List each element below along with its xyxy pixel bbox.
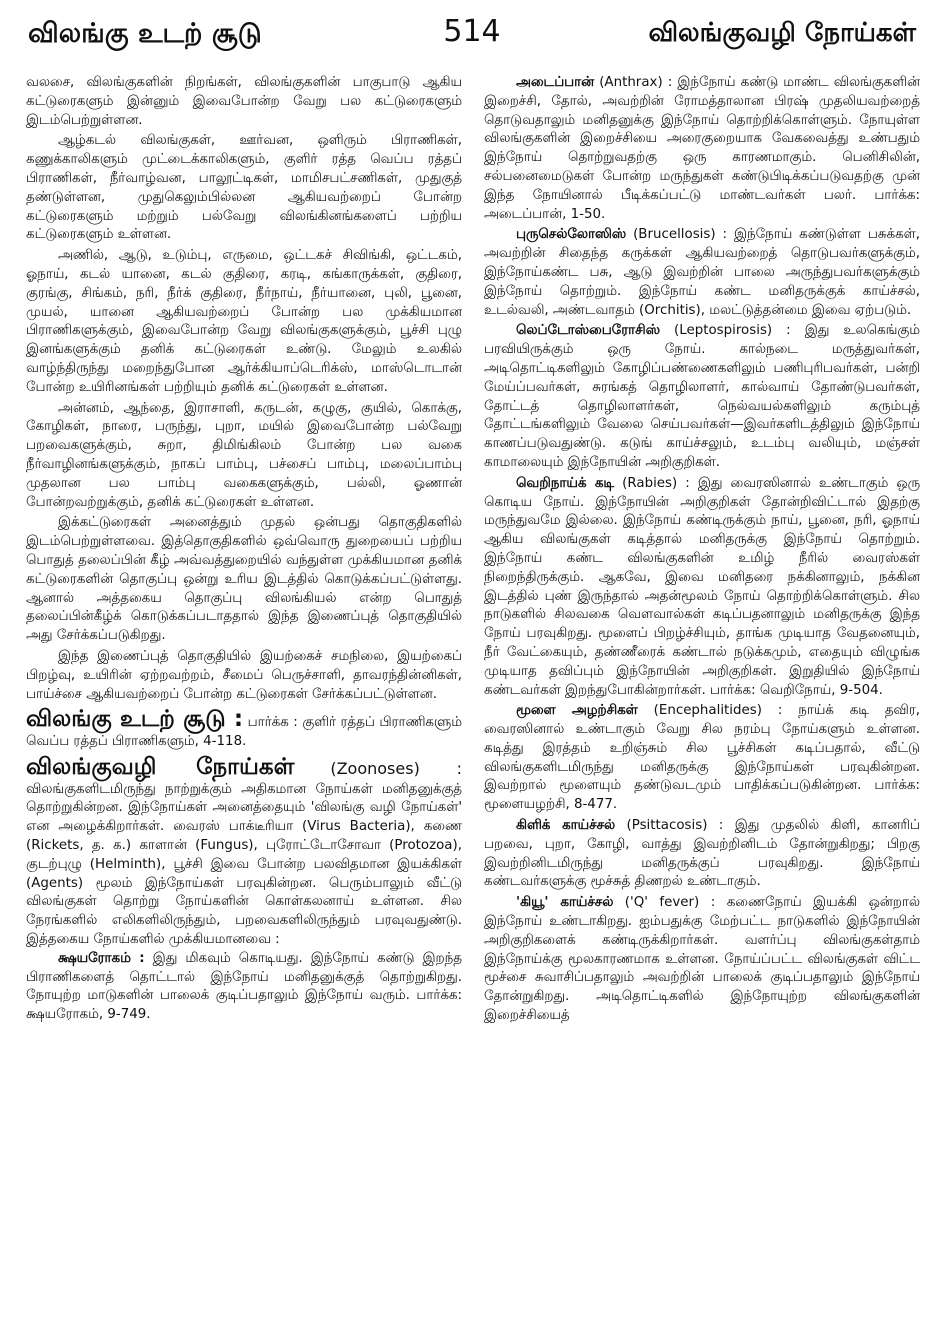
entry-animal-body-heat [26,706,462,752]
entry-title: விலங்குவழி நோய்கள் [26,753,295,780]
subentry-text: கணைநோய் இயக்கி ஒன்றால் இந்நோய் உண்டாகிறது. ஐம்பதுக்கு மேற்பட்ட நாடுகளில் இந்நோயின் அறிகுறிகளைக் கண்டிருக்கிறார்கள். வளர்ப்பு விலங்குகள்தாம் இந்நோய்க்கு மூலகாரணமாக உள்ளன. நோய்ப்பட்ட விலங்குகள் விட்ட மூச்சை சுவாசிப்பதாலும் அவற்றின் பாலைக் குடிப்பதாலும் இந்நோய் தோன்றுகிறது. அடிதொட்டிகளில் இந்நோயுற்ற விலங்குகளின் இறைச்சியைத் [484,895,920,1024]
subentry-term-english: (Anthrax) : [599,75,673,90]
subentry-brucellosis [484,226,920,320]
subentry-q-fever [484,894,920,1026]
subentry-term-english: (Encephalitides) : [653,703,783,719]
running-head-left: விலங்கு உடற் சூடு [28,18,262,49]
subentry-text: இது முதலில் கிளி, கானரிப் பறவை, புறா, கோழி, வாத்து இவற்றினிடம் தோன்றுகிறது; பிறகு இவற்றினிடமிருந்து மனிதருக்குப் பரவுகிறது. இந்நோய் கண்டவர்களுக்கு மூச்சுத் திணறல் உண்டாகும். [484,818,920,890]
subentry-term: லெப்டோஸ்பைரோசிஸ் [516,323,660,339]
entry-title-english: (Zoonoses) : [330,758,462,778]
subentry-encephalitides [484,702,920,815]
subentry-term-english: (Leptospirosis) : [674,323,791,339]
subentry-term: 'கியூ' காய்ச்சல் [516,895,614,911]
subentry-term: புருசெல்லோஸிஸ் [516,227,627,243]
subentry-leptospirosis [484,322,920,472]
subentry-anthrax [484,74,920,224]
subentry-rabies [484,475,920,701]
paragraph: அன்னம், ஆந்தை, இராசாளி, கருடன், கழுகு, குயில், கொக்கு, கோழிகள், நாரை, பருந்து, புறா, மயில் இவைபோன்ற பல்வேறு பறவைகளுக்கும், சுறா, திமிங்கிலம் போன்ற பல வகை நீர்வாழினங்களுக்கும், நாகப் பாம்பு, பச்சைப் பாம்பு, மலைப்பாம்பு முதலான பல பாம்பு வகைகளுக்கும், பல்லி, ஓணான் போன்றவற்றுக்கும், தனிக் கட்டுரைகள் உள்ளன. [26,400,462,510]
running-head-right: விலங்குவழி நோய்கள் [648,18,916,48]
paragraph: அணில், ஆடு, உடும்பு, எருமை, ஒட்டகச் சிவிங்கி, ஒட்டகம், ஓநாய், கடல் யானை, கடல் குதிரை, கரடி, கங்காருக்கள், குதிரை, குரங்கு, சிங்கம், நரி, நீர்க் குதிரை, நீர்நாய், நீர்யானை, புலி, பூனை, முயல், யானை ஆகியவற்றைப் போன்ற பல முக்கியமான பிராணிகளுக்கும், இவைபோன்ற வேறு விலங்குகளுக்கும், பூச்சி புழு இனங்களுக்கும் தனிக் கட்டுரைகள் உண்டு. மேலும் உலகில் வாழ்ந்திருந்து மறைந்துபோன ஆர்க்கியாப்டெரிக்ஸ், மாஸ்டொடான் போன்ற உயிரினங்கள் பற்றியும் தனிக் கட்டுரைகள் உள்ளன. [26,248,462,395]
subentry-term-english: (Brucellosis) : [633,227,728,243]
subentry-term-english: (Psittacosis) : [626,818,724,834]
subentry-term-english: ('Q' fever) : [624,895,716,911]
paragraph: ஆழ்கடல் விலங்குகள், ஊர்வன, ஒளிரும் பிராணிகள், கணுக்காலிகளும் முட்டைக்காலிகளும், குளிர் ரத்த வெப்ப ரத்தப் பிராணிகள், நீர்வாழ்வன, பாலூட்டிகள், மாமிசபட்சணிகள், முதுகுத் தண்டுள்ளன, முதுகெலும்பில்லன ஆகியவற்றைப் போன்ற கட்டுரைகளும் மற்றும் பல்வேறு விலங்கினங்களைப் பற்றிய கட்டுரைகளும் உள்ளன. [26,133,462,243]
subentry-term: கிளிக் காய்ச்சல் [516,818,616,834]
subentry-term: க்ஷயரோகம் : [58,950,145,966]
entry-zoonoses [26,753,462,950]
subentry-term: வெறிநாய்க் கடி [516,475,615,491]
subentry-text: இது உலகெங்கும் பரவியிருக்கும் ஒரு நோய். கால்நடை மருத்துவர்கள், அடிதொட்டிகளிலும் கோழிப்பண்ணைகளிலும் பணிபுரிபவர்கள், பன்றி மேய்ப்பவர்கள், சுரங்கத் தொழிலாளர், கால்வாய் தோண்டுபவர்கள், தோட்டத் தொழிலாளர்கள், நெல்வயல்களிலும் கரும்புத் தோட்டங்களிலும் வேலை செய்பவர்கள்—இவர்களிடத்திலும் இந்நோய் காணப்படுவதுண்டு. கடுங் காய்ச்சலும், உடம்பு வலியும், மஞ்சள் காமாலையும் இந்நோயின் அறிகுறிகள். [484,323,920,470]
entry-title: விலங்கு உடற் சூடு : [26,706,244,733]
paragraph: வலசை, விலங்குகளின் நிறங்கள், விலங்குகளின் பாகுபாடு ஆகிய கட்டுரைகளும் இன்னும் இவைபோன்ற வேறு பல கட்டுரைகளும் இடம்பெற்றுள்ளன. [26,75,462,128]
entry-text: பார்க்க : குளிர் ரத்தப் பிராணிகளும் வெப்ப ரத்தப் பிராணிகளும், 4-118. [26,715,462,750]
subentry-text: நாய்க் கடி தவிர, வைரஸினால் உண்டாகும் வேறு சில நரம்பு நோய்களும் உள்ளன. கடித்து இரத்தம் உறிஞ்சும் சில பூச்சிகள் கடிப்பதால், வீட்டு விலங்குகளிடமிருந்து மனிதருக்கு இந்நோய்கள் பரவுகின்றன. இவற்றால் மூளையும் தண்டுவடமும் பாதிக்கப்படுகின்றன. பார்க்க: மூளையழற்சி, 8-477. [484,703,920,813]
subentry-psittacosis [484,817,920,892]
subentry-text: இது மிகவும் கொடியது. இந்நோய் கண்டு இறந்த பிராணிகளைத் தொட்டால் இந்நோய் மனிதனுக்குத் தொற்றுகிறது. நோயுற்ற மாடுகளின் பாலைக் குடிப்பதாலும் இந்நோய் வரும். பார்க்க: க்ஷயரோகம், 9-749. [26,950,462,1023]
subentry-term: மூளை அழற்சிகள் [516,703,638,719]
left-column [26,74,462,1322]
subentry-term-english: (Rabies) : [622,475,690,491]
entry-text: விலங்குகளிடமிருந்து நாற்றுக்கும் அதிகமான நோய்கள் மனிதனுக்குத் தொற்றுகின்றன. இந்நோய்கள் அனைத்தையும் 'விலங்கு வழி நோய்கள்' என அழைக்கிறார்கள். வைரஸ் பாக்டீரியா (Virus Bacteria), கணை (Rickets, த. க.) காளான் (Fungus), புரோட்டோசோவா (Protozoa), குடற்புழு (Helminth), பூச்சி இவை போன்ற பலவிதமான இயக்கிகள் (Agents) மூலம் இந்நோய்கள் பரவுகின்றன. பெரும்பாலும் வீட்டு விலங்குகள் தொற்று நோய்களின் கொள்கலனாய் உள்ளன. சில நேரங்களில் எலிகளிலிருந்தும், பறவைகளிலிருந்தும் பரவுவதுண்டு. இத்தகைய நோய்களில் முக்கியமானவை : [26,781,462,948]
subentry-text: இது வைரஸினால் உண்டாகும் ஒரு கொடிய நோய். இந்நோயின் அறிகுறிகள் தோன்றிவிட்டால் இதற்கு மருந்துவமே இல்லை. இந்நோய் கண்டிருக்கும் நாய், பூனை, நரி, ஓநாய் ஆகிய விலங்குகள் கடித்தால் மனிதருக்கு இந்நோய் தொற்றும். இந்நோய் கண்ட விலங்குகளின் உமிழ் நீரில் வைரஸ்கள் நிறைந்திருக்கும். ஆகவே, இவை மனிதரை நக்கினாலும், நக்கின இடத்தில் புண் இருந்தால் அதன்மூலம் நோய் தொற்றிக்கொள்ளும். சில நாடுகளில் சிலவகை வௌவால்கள் கடிப்பதனாலும் மனிதருக்கு இந்த நோய் பரவுகிறது. மூளைப் பிறழ்ச்சியும், தாங்க முடியாத வேதனையும், நீர் வேட்கையும், தண்ணீரைக் கண்டால் நடுக்கமும், எதையும் விழுங்க முடியாத தவிப்பும் இந்நோயின் அறிகுறிகள். இறுதியில் இந்நோய் கண்டவர்கள் இறந்துபோகின்றார்கள். பார்க்க: வெறிநோய், 9-504. [484,475,920,698]
paragraph: இந்த இணைப்புத் தொகுதியில் இயற்கைச் சமநிலை, இயற்கைப் பிறழ்வு, உயிரின் ஏற்றவற்றம், சீமைப் பெருச்சாளி, தாவரந்தின்னிகள், பாய்ச்சை ஆகியவற்றைப் போன்ற கட்டுரைகள் சேர்க்கப்பட்டுள்ளன. [26,648,462,702]
subentry-term: அடைப்பான் [516,75,595,90]
subentry-text: இந்நோய் கண்டு மாண்ட விலங்குகளின் இறைச்சி, தோல், அவற்றின் ரோமத்தாலான பிரஷ் முதலியவற்றைத் தொடுவதாலும் மனிதனுக்கு இந்நோய் தொற்றிக்கொள்ளும். நோயுள்ள விலங்குகளின் இறைச்சியை அரைகுறையாக வேகவைத்து உண்பதும் இந்நோய் தொற்றுவதற்கு ஒரு காரணமாகும். பெனிசிலின், சல்பனைமைடுகள் போன்ற மருந்துகள் கண்டுபிடிக்கப்படுவதற்கு முன் இந்த நோயினால் பீடிக்கப்பட்டு மாண்டவர்கள் பலர். பார்க்க: அடைப்பான், 1-50. [484,75,920,222]
subentry-tuberculosis [26,950,462,1025]
paragraph: இக்கட்டுரைகள் அனைத்தும் முதல் ஒன்பது தொகுதிகளில் இடம்பெற்றுள்ளவை. இத்தொகுதிகளில் ஒவ்வொரு துறையைப் பற்றிய பொதுத் தலைப்பின் கீழ் அவ்வத்துறையில் வந்துள்ள முக்கியமான தனிக் கட்டுரைகளின் தொகுப்பு ஒன்று உரிய இடத்தில் கொடுக்கப்பட்டுள்ளது. ஆனால் அத்தகைய தொகுப்பு விலங்கியல் என்ற பொதுத் தலைப்பின்கீழ்க் கொடுக்கப்படாததால் இந்த இணைப்புத் தொகுதியில் அது சேர்க்கப்படுகிறது. [26,515,462,644]
right-column [484,74,920,1322]
subentry-text: இந்நோய் கண்டுள்ள பசுக்கள், அவற்றின் சிதைந்த கருக்கள் ஆகியவற்றைத் தொடுபவர்களுக்கும், இந்நோய்கண்ட பசு, ஆடு இவற்றின் பாலை அருந்துபவர்களுக்கும் இந்நோய் தொற்றும். இந்நோய் கண்ட மனிதருக்குக் காய்ச்சல், உடல்வலி, அண்டவாதம் (Orchitis), மலட்டுத்தன்மை இவை ஏற்படும். [484,227,920,318]
page-number: 514 [443,14,501,49]
page-header [28,8,916,68]
